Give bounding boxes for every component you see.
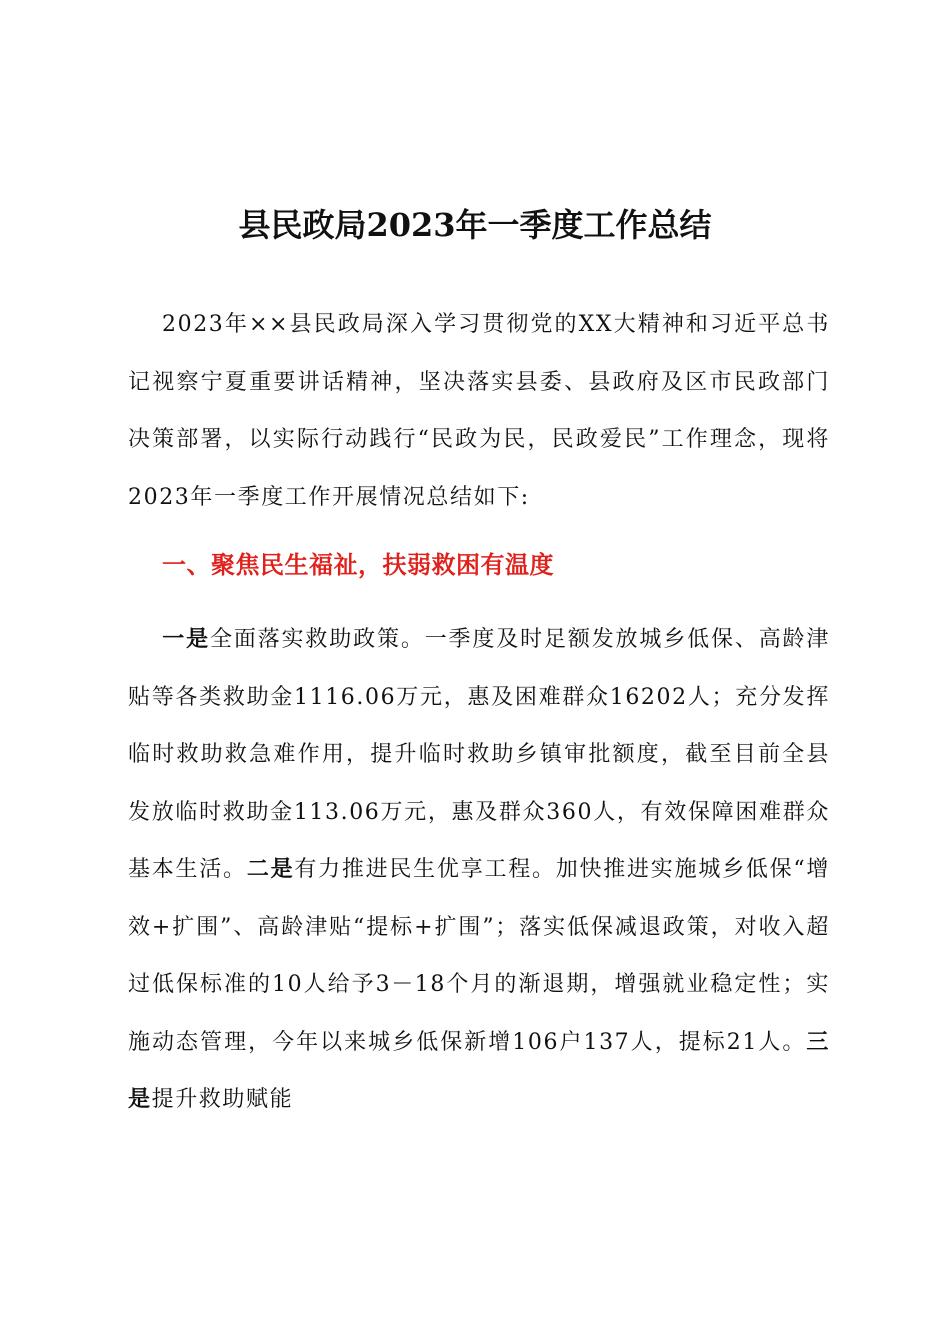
point-text-2: 有力推进民生优享工程。加快推进实施城乡低保“增效+扩围”、高龄津贴“提标+扩围”；落实低保减退政策，对收入超过低保标准的10人给予3－18个月的渐退期，增强就业稳定性；实施动态管理，今年以来城乡低保新增106户137人，提标21人。 [128,857,830,1055]
intro-text: 2023年××县民政局深入学习贯彻党的XX大精神和习近平总书记视察宁夏重要讲话精神，坚决落实县委、县政府及区市民政部门决策部署，以实际行动践行“民政为民，民政爱民”工作理念，现将2023年一季度工作开展情况总结如下: [128,312,830,510]
point-label-3: 三是 [128,1029,830,1112]
intro-paragraph [128,296,830,526]
point-text-3: 提升救助赋能 [151,1087,294,1112]
section-heading-1: 一、聚焦民生福祉，扶弱救困有温度 [162,551,554,579]
point-label-2: 二是 [246,857,295,882]
document-title: 县民政局2023年一季度工作总结 [238,206,712,244]
point-label-1: 一是 [162,627,210,652]
point-text-1: 全面落实救助政策。一季度及时足额发放城乡低保、高龄津贴等各类救助金1116.06万元，惠及困难群众16202人；充分发挥临时救助救急难作用，提升临时救助乡镇审批额度，截至目前全县发放临时救助金113.06万元，惠及群众360人，有效保障困难群众基本生活。 [128,627,831,882]
section-1-paragraph [128,611,830,1129]
